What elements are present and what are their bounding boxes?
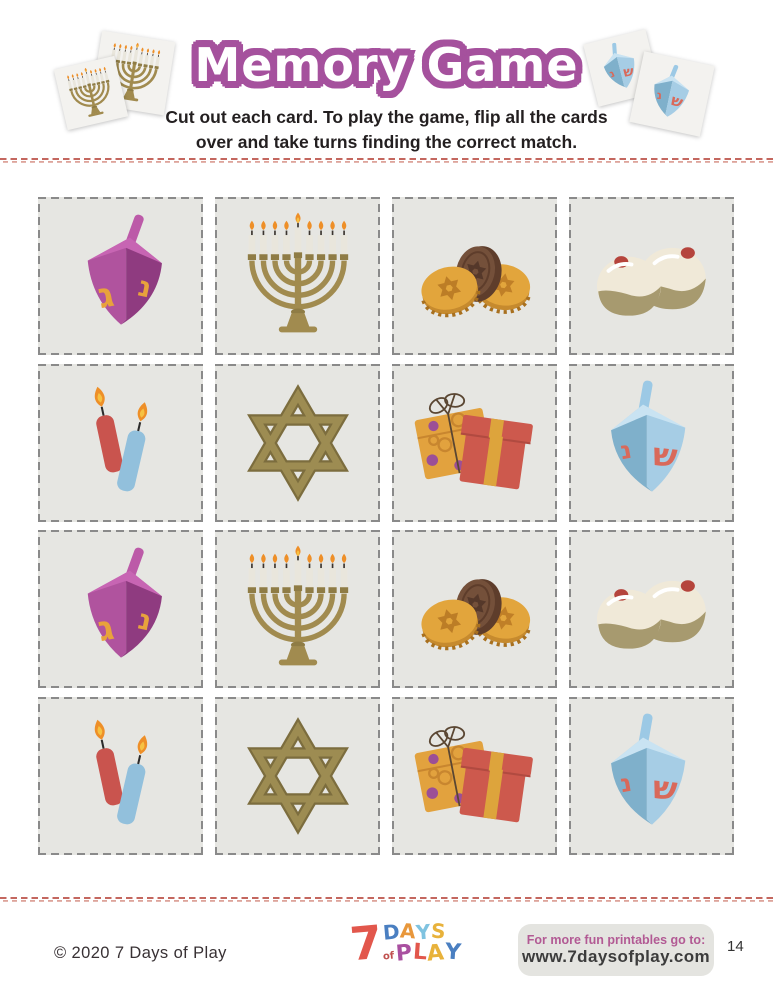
memory-card-sufganiyot <box>569 197 734 355</box>
badge-tagline: For more fun printables go to: <box>526 933 706 947</box>
star-of-david-icon <box>234 379 362 507</box>
menorah-icon <box>234 545 362 673</box>
logo-letter: A <box>399 918 418 944</box>
memory-card-sufganiyot <box>569 530 734 688</box>
logo-letter: Y <box>444 939 463 966</box>
memory-card-dreidel-blue <box>569 364 734 522</box>
star-of-david-icon <box>234 712 362 840</box>
copyright-text: © 2020 7 Days of Play <box>54 944 227 962</box>
sufganiyot-icon <box>588 212 716 340</box>
menorah-icon <box>234 212 362 340</box>
logo-seven <box>347 914 385 972</box>
memory-card-candles <box>38 697 203 855</box>
memory-card-menorah <box>215 197 380 355</box>
logo-play <box>395 939 463 967</box>
presents-icon <box>411 379 539 507</box>
stitch-divider-bottom <box>0 897 773 903</box>
card-grid <box>38 197 734 855</box>
memory-card-dreidel-blue <box>569 697 734 855</box>
logo-letter: of <box>382 950 395 963</box>
stitch-divider-top <box>0 158 773 164</box>
memory-card-gelt <box>392 197 557 355</box>
memory-card-menorah <box>215 530 380 688</box>
memory-card-dreidel-purple <box>38 197 203 355</box>
sufganiyot-icon <box>588 545 716 673</box>
page-title: Memory Game <box>194 38 579 92</box>
logo-letter: 7 <box>347 914 385 972</box>
candles-icon <box>57 379 185 507</box>
seven-days-of-play-logo <box>347 914 463 972</box>
memory-card-gelt <box>392 530 557 688</box>
logo-letter: P <box>395 940 414 967</box>
logo-letter: Y <box>415 919 433 945</box>
dreidel-blue-icon <box>588 379 716 507</box>
presents-icon <box>411 712 539 840</box>
instructions-text: Cut out each card. To play the game, flip all the cards over and take turns finding the correct match. <box>165 107 608 152</box>
gelt-icon <box>411 212 539 340</box>
memory-card-dreidel-purple <box>38 530 203 688</box>
dreidel-purple-icon <box>57 212 185 340</box>
dreidel-purple-icon <box>57 545 185 673</box>
page-number: 14 <box>727 938 744 955</box>
logo-letter: S <box>430 918 447 944</box>
candles-icon <box>57 712 185 840</box>
logo-letter: L <box>412 939 429 966</box>
memory-card-star-of-david <box>215 364 380 522</box>
dreidel-blue-icon <box>588 712 716 840</box>
website-badge[interactable] <box>518 924 714 976</box>
memory-card-presents <box>392 697 557 855</box>
gelt-icon <box>411 545 539 673</box>
badge-url[interactable]: www.7daysofplay.com <box>521 947 711 966</box>
memory-card-presents <box>392 364 557 522</box>
logo-of <box>383 952 394 962</box>
memory-card-star-of-david <box>215 697 380 855</box>
logo-letter: D <box>381 919 402 945</box>
memory-card-candles <box>38 364 203 522</box>
logo-letter: A <box>426 940 446 967</box>
